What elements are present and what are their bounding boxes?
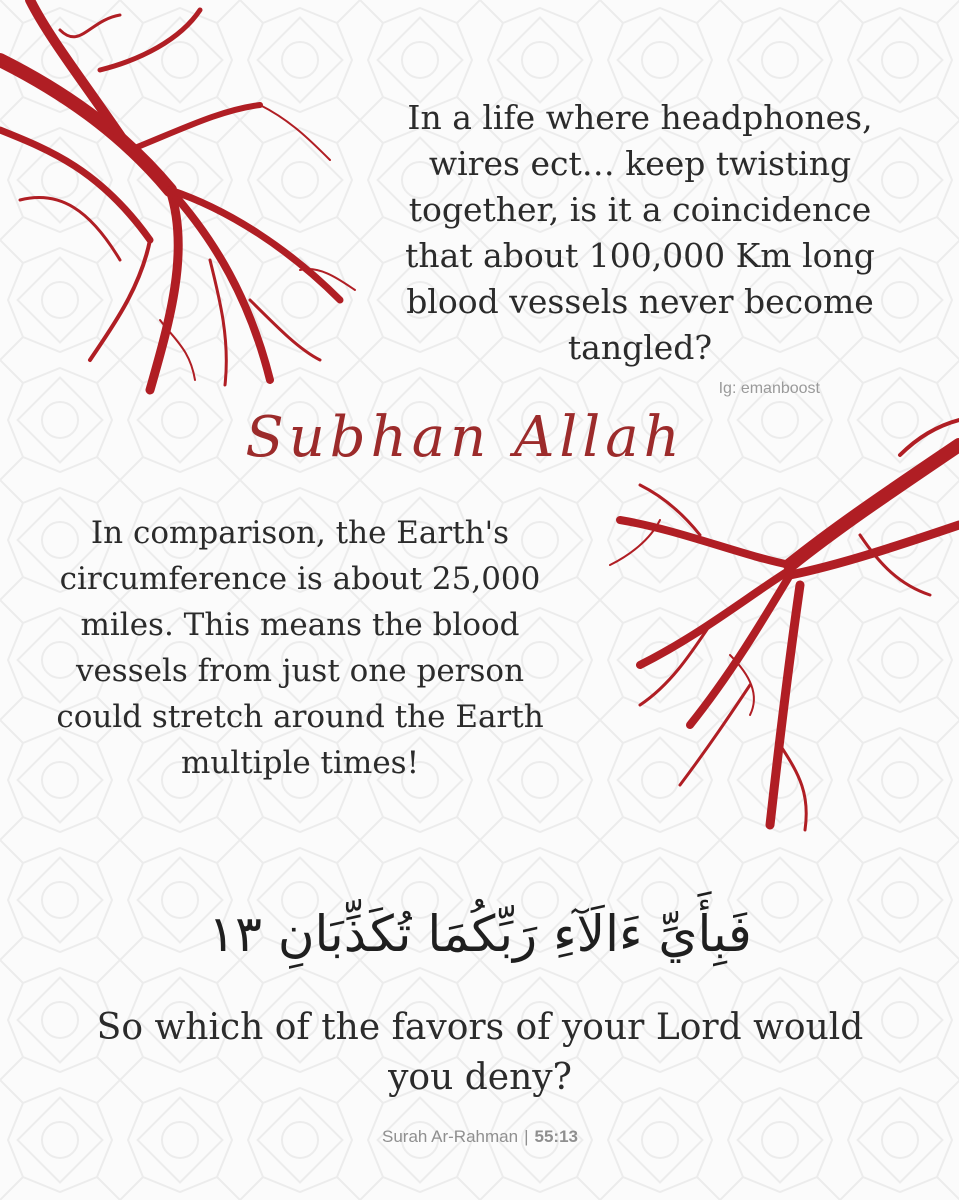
arabic-verse: فَبِأَيِّ ءَالَآءِ رَبِّكُمَا تُكَذِّبَانِ ١٣ — [208, 905, 752, 963]
verse-reference — [230, 1127, 730, 1147]
surah-name: Surah Ar-Rahman — [382, 1127, 519, 1146]
reference-separator: | — [524, 1127, 529, 1146]
verse-translation: So which of the favors of your Lord would you deny? — [96, 1007, 864, 1098]
vein-hand-icon — [0, 0, 370, 400]
middle-paragraph: In comparison, the Earth's circumference is about 25,000 miles. This means the blood vessels from just one person could stretch around the Earth multiple times! — [56, 515, 544, 781]
script-heading: Subhan Allah — [245, 405, 685, 470]
verse-number: 55:13 — [534, 1127, 578, 1146]
instagram-handle: Ig: emanboost — [718, 380, 820, 397]
vein-hand-icon — [600, 415, 959, 840]
top-paragraph: In a life where headphones, wires ect… keep twisting together, is it a coincidence that about 100,000 Km long blood vessels never become tangled? — [405, 98, 875, 367]
